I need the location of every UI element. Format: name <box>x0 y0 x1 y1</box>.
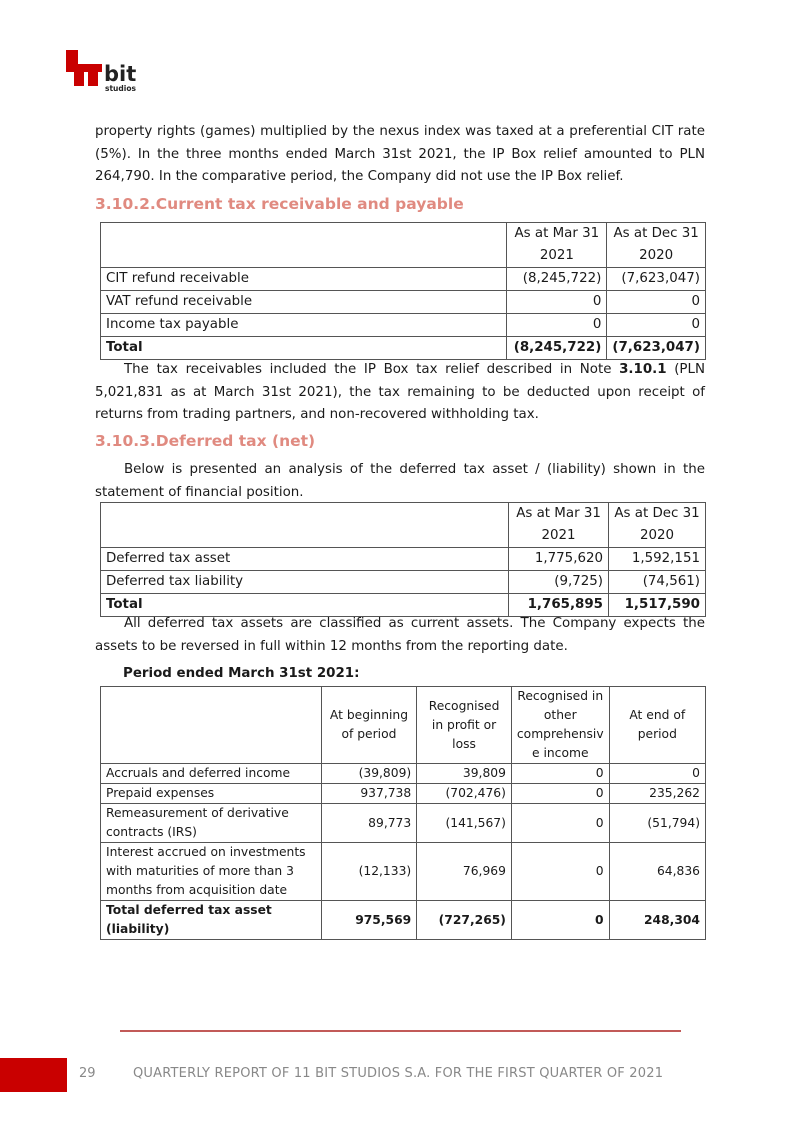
current-tax-table <box>100 222 706 360</box>
table-row: Accruals and deferred income (39,809) 39,809 0 0 <box>101 764 706 784</box>
table-row: Prepaid expenses 937,738 (702,476) 0 235,262 <box>101 784 706 804</box>
table-header-row <box>101 223 706 268</box>
table-total-row: Total (8,245,722) (7,623,047) <box>101 337 706 360</box>
period-movement-table <box>100 686 706 940</box>
logo-text: bit <box>104 62 137 86</box>
table-row: CIT refund receivable (8,245,722) (7,623,047) <box>101 268 706 291</box>
deferred-tax-note: All deferred tax assets are classified as current assets. The Company expects the assets to be reversed in full within 12 months from the reporting date. <box>95 616 705 654</box>
table-header-row <box>101 503 706 548</box>
page-number: 29 <box>79 1066 96 1081</box>
table-total-row: Total deferred tax asset (liability) 975,569 (727,265) 0 248,304 <box>101 901 706 940</box>
section-heading-deferred-tax: 3.10.3.Deferred tax (net) <box>95 432 316 450</box>
footer-accent-block <box>0 1058 67 1092</box>
table-row: Deferred tax asset 1,775,620 1,592,151 <box>101 548 706 571</box>
footer-title: QUARTERLY REPORT OF 11 BIT STUDIOS S.A. FOR THE FIRST QUARTER OF 2021 <box>133 1066 664 1081</box>
table-row: VAT refund receivable 0 0 <box>101 291 706 314</box>
section-heading-current-tax: 3.10.2.Current tax receivable and payable <box>95 195 464 213</box>
logo-subtext: studios <box>105 84 136 93</box>
footer-divider <box>120 1030 681 1032</box>
deferred-tax-table <box>100 502 706 617</box>
col-dec-2020: As at Dec 31 2020 <box>609 503 706 548</box>
company-logo <box>66 50 156 94</box>
table-total-row: Total 1,765,895 1,517,590 <box>101 594 706 617</box>
deferred-tax-intro: Below is presented an analysis of the deferred tax asset / (liability) shown in the statement of financial position. <box>95 462 705 500</box>
table-row: Deferred tax liability (9,725) (74,561) <box>101 571 706 594</box>
intro-paragraph: property rights (games) multiplied by the nexus index was taxed at a preferential CIT rate (5%). In the three months ended March 31st 2021, the IP Box relief amounted to PLN 264,790. In the comparative period, the Company did not use the IP Box relief. <box>95 124 705 184</box>
tax-receivables-note: The tax receivables included the IP Box tax relief described in Note 3.10.1 (PLN 5,021,831 as at March 31st 2021), the tax remaining to be deducted upon receipt of returns from trading partners, and non-recovered withholding tax. <box>95 362 705 422</box>
col-dec-2020: As at Dec 31 2020 <box>607 223 706 268</box>
table-row: Interest accrued on investments with maturities of more than 3 months from acquisition date (12,133) 76,969 0 64,836 <box>101 843 706 901</box>
col-mar-2021: As at Mar 31 2021 <box>509 503 609 548</box>
table-row: Income tax payable 0 0 <box>101 314 706 337</box>
table-header-row: At beginning of period Recognised in profit or loss Recognised in other comprehensiv e income At end of period <box>101 687 706 764</box>
note-reference: 3.10.1 <box>619 362 667 377</box>
period-subheading: Period ended March 31st 2021: <box>123 666 360 681</box>
col-mar-2021: As at Mar 31 2021 <box>507 223 607 268</box>
table-row: Remeasurement of derivative contracts (IRS) 89,773 (141,567) 0 (51,794) <box>101 804 706 843</box>
